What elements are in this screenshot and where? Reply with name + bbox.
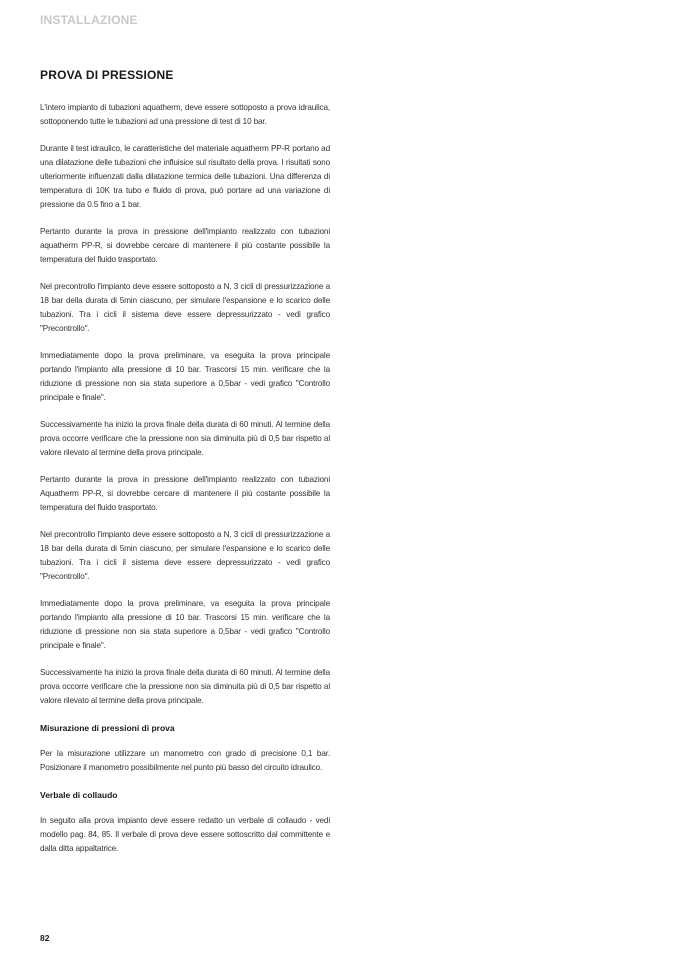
paragraph: Immediatamente dopo la prova preliminare, va eseguita la prova principale portando l'impianto alla pressione di 10 bar. Trascorsi 15 min. verificare che la riduzione di pressione non sia stata superiore a 0,5bar - vedi grafico "Controllo principale e finale".: [40, 599, 330, 650]
paragraph: Durante il test idraulico, le caratteristiche del materiale aquatherm PP-R portano ad una dilatazione delle tubazioni che influisice sul risultato della prova. I risultati sono ulteriormente influenzati dalla dilatazione termica delle tubazioni. Una differenza di temperatura di 10K tra tubo e fluido di prova, può portare ad una variazione di pressione da 0.5 fino a 1 bar.: [40, 144, 330, 209]
measurement-heading: Misurazione di pressioni di prova: [40, 723, 175, 733]
paragraph: Nel precontrollo l'impianto deve essere sottoposto a N. 3 cicli di pressurizzazione a 18 bar della durata di 5min ciascuno, per simulare l'espansione e lo scarico delle tubazioni. Tra i cicli il sistema deve essere depressurizzato - vedi grafico "Precontrollo".: [40, 530, 330, 581]
paragraph: Nel precontrollo l'impianto deve essere sottoposto a N. 3 cicli di pressurizzazione a 18 bar della durata di 5min ciascuno, per simulare l'espansione e lo scarico delle tubazioni. Tra i cicli il sistema deve essere depressurizzato - vedi grafico "Precontrollo".: [40, 282, 330, 333]
report-heading: Verbale di collaudo: [40, 790, 118, 800]
paragraph: L'intero impianto di tubazioni aquatherm, deve essere sottoposto a prova idraulica, sottoponendo tutte le tubazioni ad una pressione di test di 10 bar.: [40, 103, 330, 126]
body-content: [40, 101, 330, 869]
measurement-text: Per la misurazione utilizzare un manometro con grado di precisione 0,1 bar. Posizionare il manometro possibilmente nel punto più basso del circuito idraulico.: [40, 749, 330, 772]
paragraph: Successivamente ha inizio la prova finale della durata di 60 minuti. Al termine della prova occorre verificare che la pressione non sia diminuita più di 0,5 bar rispetto al valore rilevato al termine della prova principale.: [40, 420, 330, 457]
paragraph: Pertanto durante la prova in pressione dell'impianto realizzato con tubazioni aquatherm PP-R, si dovrebbe cercare di mantenere il più costante possibile la temperatura del fluido trasportato.: [40, 227, 330, 264]
section-label: INSTALLAZIONE: [40, 13, 138, 27]
report-text: In seguito alla prova impianto deve essere redatto un verbale di collaudo - vedi modello pag. 84, 85. Il verbale di prova deve essere sottoscritto dal committente e dalla ditta appaltatrice.: [40, 816, 330, 853]
page-title: PROVA DI PRESSIONE: [40, 68, 174, 82]
paragraph: Pertanto durante la prova in pressione dell'impianto realizzato con tubazioni Aquatherm PP-R, si dovrebbe cercare di mantenere il più costante possibile la temperatura del fluido trasportato.: [40, 475, 330, 512]
paragraph: Successivamente ha inizio la prova finale della durata di 60 minuti. Al termine della prova occorre verificare che la pressione non sia diminuita più di 0,5 bar rispetto al valore rilevato al termine della prova principale.: [40, 668, 330, 705]
paragraph: Immediatamente dopo la prova preliminare, va eseguita la prova principale portando l'impianto alla pressione di 10 bar. Trascorsi 15 min. verificare che la riduzione di pressione non sia stata superiore a 0,5bar - vedi grafico "Controllo principale e finale".: [40, 351, 330, 402]
page-number: 82: [40, 933, 50, 943]
